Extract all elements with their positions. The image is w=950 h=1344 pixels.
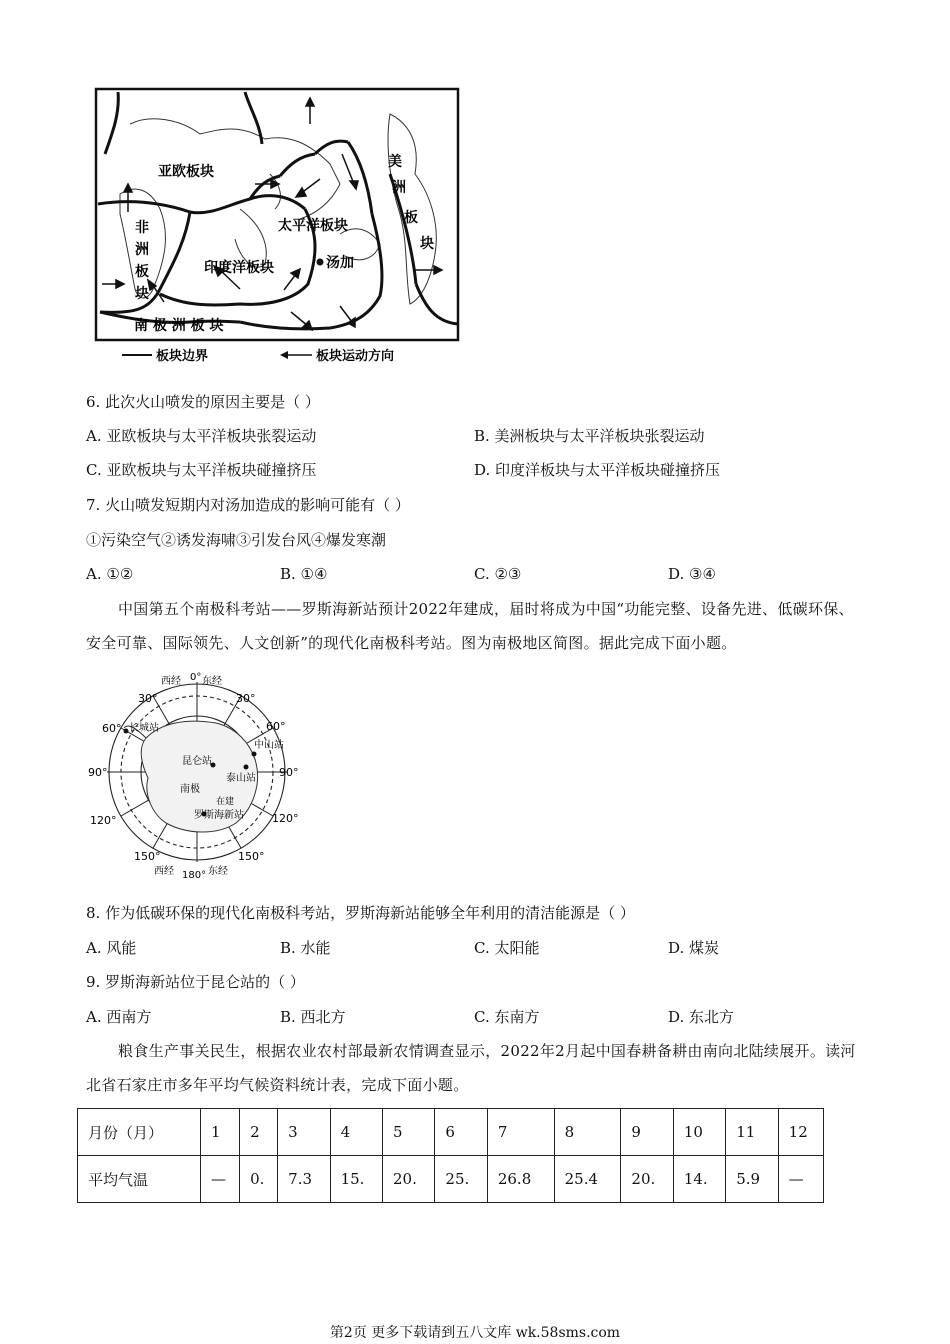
label-pacific-plate: 太平洋板块 xyxy=(278,218,348,234)
label-african-3: 板 xyxy=(135,264,149,280)
tonga-marker xyxy=(317,259,324,266)
label-0deg: 0° xyxy=(190,672,202,683)
label-taishan: 泰山站 xyxy=(226,773,256,784)
q7-option-a[interactable]: A. ①② xyxy=(86,565,134,583)
zhongshan-marker xyxy=(252,752,257,757)
header-cell-4: 4 xyxy=(330,1109,382,1156)
label-60w: 60° xyxy=(102,722,122,735)
q7-option-d[interactable]: D. ③④ xyxy=(668,565,716,583)
q9-stem: 9. 罗斯海新站位于昆仑站的（ ） xyxy=(86,973,305,991)
taishan-marker xyxy=(244,765,249,770)
label-under-construction: 在建 xyxy=(216,797,235,807)
plate-tectonics-map xyxy=(90,84,462,370)
header-cell-10: 10 xyxy=(673,1109,725,1156)
label-30e: 30° xyxy=(236,692,256,705)
temp-cell-12: — xyxy=(778,1156,823,1203)
temp-cell-6: 25. xyxy=(435,1156,487,1203)
header-cell-month: 月份（月） xyxy=(78,1109,201,1156)
label-south-pole: 南极 xyxy=(180,784,200,795)
label-150e: 150° xyxy=(238,850,265,863)
temp-cell-7: 26.8 xyxy=(487,1156,554,1203)
label-american-3: 板 xyxy=(404,210,418,226)
label-kunlun: 昆仑站 xyxy=(182,756,212,767)
climate-table-temp-row xyxy=(78,1156,824,1203)
q8-option-d[interactable]: D. 煤炭 xyxy=(668,939,720,957)
label-90e: 90° xyxy=(279,766,299,779)
label-african-2: 洲 xyxy=(135,242,149,258)
page-footer: 第2页 更多下载请到五八文库 wk.58sms.com xyxy=(329,1325,621,1341)
antarctic-polar-map xyxy=(86,668,308,882)
header-cell-8: 8 xyxy=(554,1109,621,1156)
temp-cell-8: 25.4 xyxy=(554,1156,621,1203)
q8-option-b[interactable]: B. 水能 xyxy=(280,939,331,957)
row-label-temp: 平均气温 xyxy=(78,1156,201,1203)
legend-direction-label: 板块运动方向 xyxy=(316,349,395,364)
q8-option-c[interactable]: C. 太阳能 xyxy=(474,939,540,957)
header-cell-12: 12 xyxy=(778,1109,823,1156)
q6-option-c[interactable]: C. 亚欧板块与太平洋板块碰撞挤压 xyxy=(86,461,317,479)
label-120w: 120° xyxy=(90,814,117,827)
q7-option-b[interactable]: B. ①④ xyxy=(280,565,328,583)
header-cell-11: 11 xyxy=(726,1109,778,1156)
q6-option-a[interactable]: A. 亚欧板块与太平洋板块张裂运动 xyxy=(86,427,317,445)
label-tonga: 汤加 xyxy=(326,255,354,271)
label-east-bottom: 东经 xyxy=(208,866,228,877)
temp-cell-5: 20. xyxy=(383,1156,435,1203)
label-120e: 120° xyxy=(272,812,299,825)
climate-table-header-row xyxy=(78,1109,824,1156)
temp-cell-3: 7.3 xyxy=(278,1156,330,1203)
q9-option-d[interactable]: D. 东北方 xyxy=(668,1008,735,1026)
label-african-4: 块 xyxy=(135,286,149,302)
q7-sub-items: ①污染空气②诱发海啸③引发台风④爆发寒潮 xyxy=(86,531,387,549)
header-cell-6: 6 xyxy=(435,1109,487,1156)
label-african-1: 非 xyxy=(135,220,149,236)
q8-option-a[interactable]: A. 风能 xyxy=(86,939,137,957)
label-eurasian-plate: 亚欧板块 xyxy=(158,164,214,180)
legend-arrow-head xyxy=(280,351,288,359)
header-cell-5: 5 xyxy=(383,1109,435,1156)
q9-option-b[interactable]: B. 西北方 xyxy=(280,1008,346,1026)
q9-option-c[interactable]: C. 东南方 xyxy=(474,1008,540,1026)
header-cell-3: 3 xyxy=(278,1109,330,1156)
label-60e: 60° xyxy=(266,720,286,733)
label-90w: 90° xyxy=(88,766,108,779)
great-wall-marker xyxy=(124,729,129,734)
climate-table xyxy=(77,1108,824,1203)
q7-option-c[interactable]: C. ②③ xyxy=(474,565,522,583)
header-cell-1: 1 xyxy=(201,1109,240,1156)
label-antarctic-plate: 南 极 洲 板 块 xyxy=(134,318,224,334)
temp-cell-11: 5.9 xyxy=(726,1156,778,1203)
label-american-1: 美 xyxy=(388,154,402,170)
label-west-bottom: 西经 xyxy=(154,866,174,877)
label-american-2: 洲 xyxy=(392,180,406,196)
temp-cell-9: 20. xyxy=(621,1156,673,1203)
q8-stem: 8. 作为低碳环保的现代化南极科考站，罗斯海新站能够全年利用的清洁能源是（ ） xyxy=(86,904,635,922)
label-indian-plate: 印度洋板块 xyxy=(204,260,274,276)
label-180deg: 180° xyxy=(182,870,207,881)
header-cell-9: 9 xyxy=(621,1109,673,1156)
temp-cell-4: 15. xyxy=(330,1156,382,1203)
passage-grain: 粮食生产事关民生，根据农业农村部最新农情调查显示，2022年2月起中国春耕备耕由南向北陆续展开。读河北省石家庄市多年平均气候资料统计表，完成下面小题。 xyxy=(86,1042,856,1094)
q9-option-a[interactable]: A. 西南方 xyxy=(86,1008,152,1026)
label-west-top: 西经 xyxy=(161,676,181,687)
label-30w: 30° xyxy=(138,692,158,705)
q6-option-b[interactable]: B. 美洲板块与太平洋板块张裂运动 xyxy=(474,427,705,445)
label-ross-station: 罗斯海新站 xyxy=(194,810,244,821)
header-cell-7: 7 xyxy=(487,1109,554,1156)
label-great-wall: 长城站 xyxy=(129,723,159,734)
q6-stem: 6. 此次火山喷发的原因主要是（ ） xyxy=(86,393,320,411)
header-cell-2: 2 xyxy=(240,1109,278,1156)
label-american-4: 块 xyxy=(420,236,434,252)
temp-cell-1: — xyxy=(201,1156,240,1203)
q7-stem: 7. 火山喷发短期内对汤加造成的影响可能有（ ） xyxy=(86,496,410,514)
label-150w: 150° xyxy=(134,850,161,863)
passage-antarctic: 中国第五个南极科考站——罗斯海新站预计2022年建成，届时将成为中国“功能完整、设备先进、低碳环保、安全可靠、国际领先、人文创新”的现代化南极科考站。图为南极地区简图。据此完成下面小题。 xyxy=(86,600,854,652)
label-east-top: 东经 xyxy=(202,676,222,687)
label-zhongshan: 中山站 xyxy=(254,740,284,751)
legend-boundary-label: 板块边界 xyxy=(156,349,209,364)
q6-option-d[interactable]: D. 印度洋板块与太平洋板块碰撞挤压 xyxy=(474,461,721,479)
temp-cell-10: 14. xyxy=(673,1156,725,1203)
temp-cell-2: 0. xyxy=(240,1156,278,1203)
